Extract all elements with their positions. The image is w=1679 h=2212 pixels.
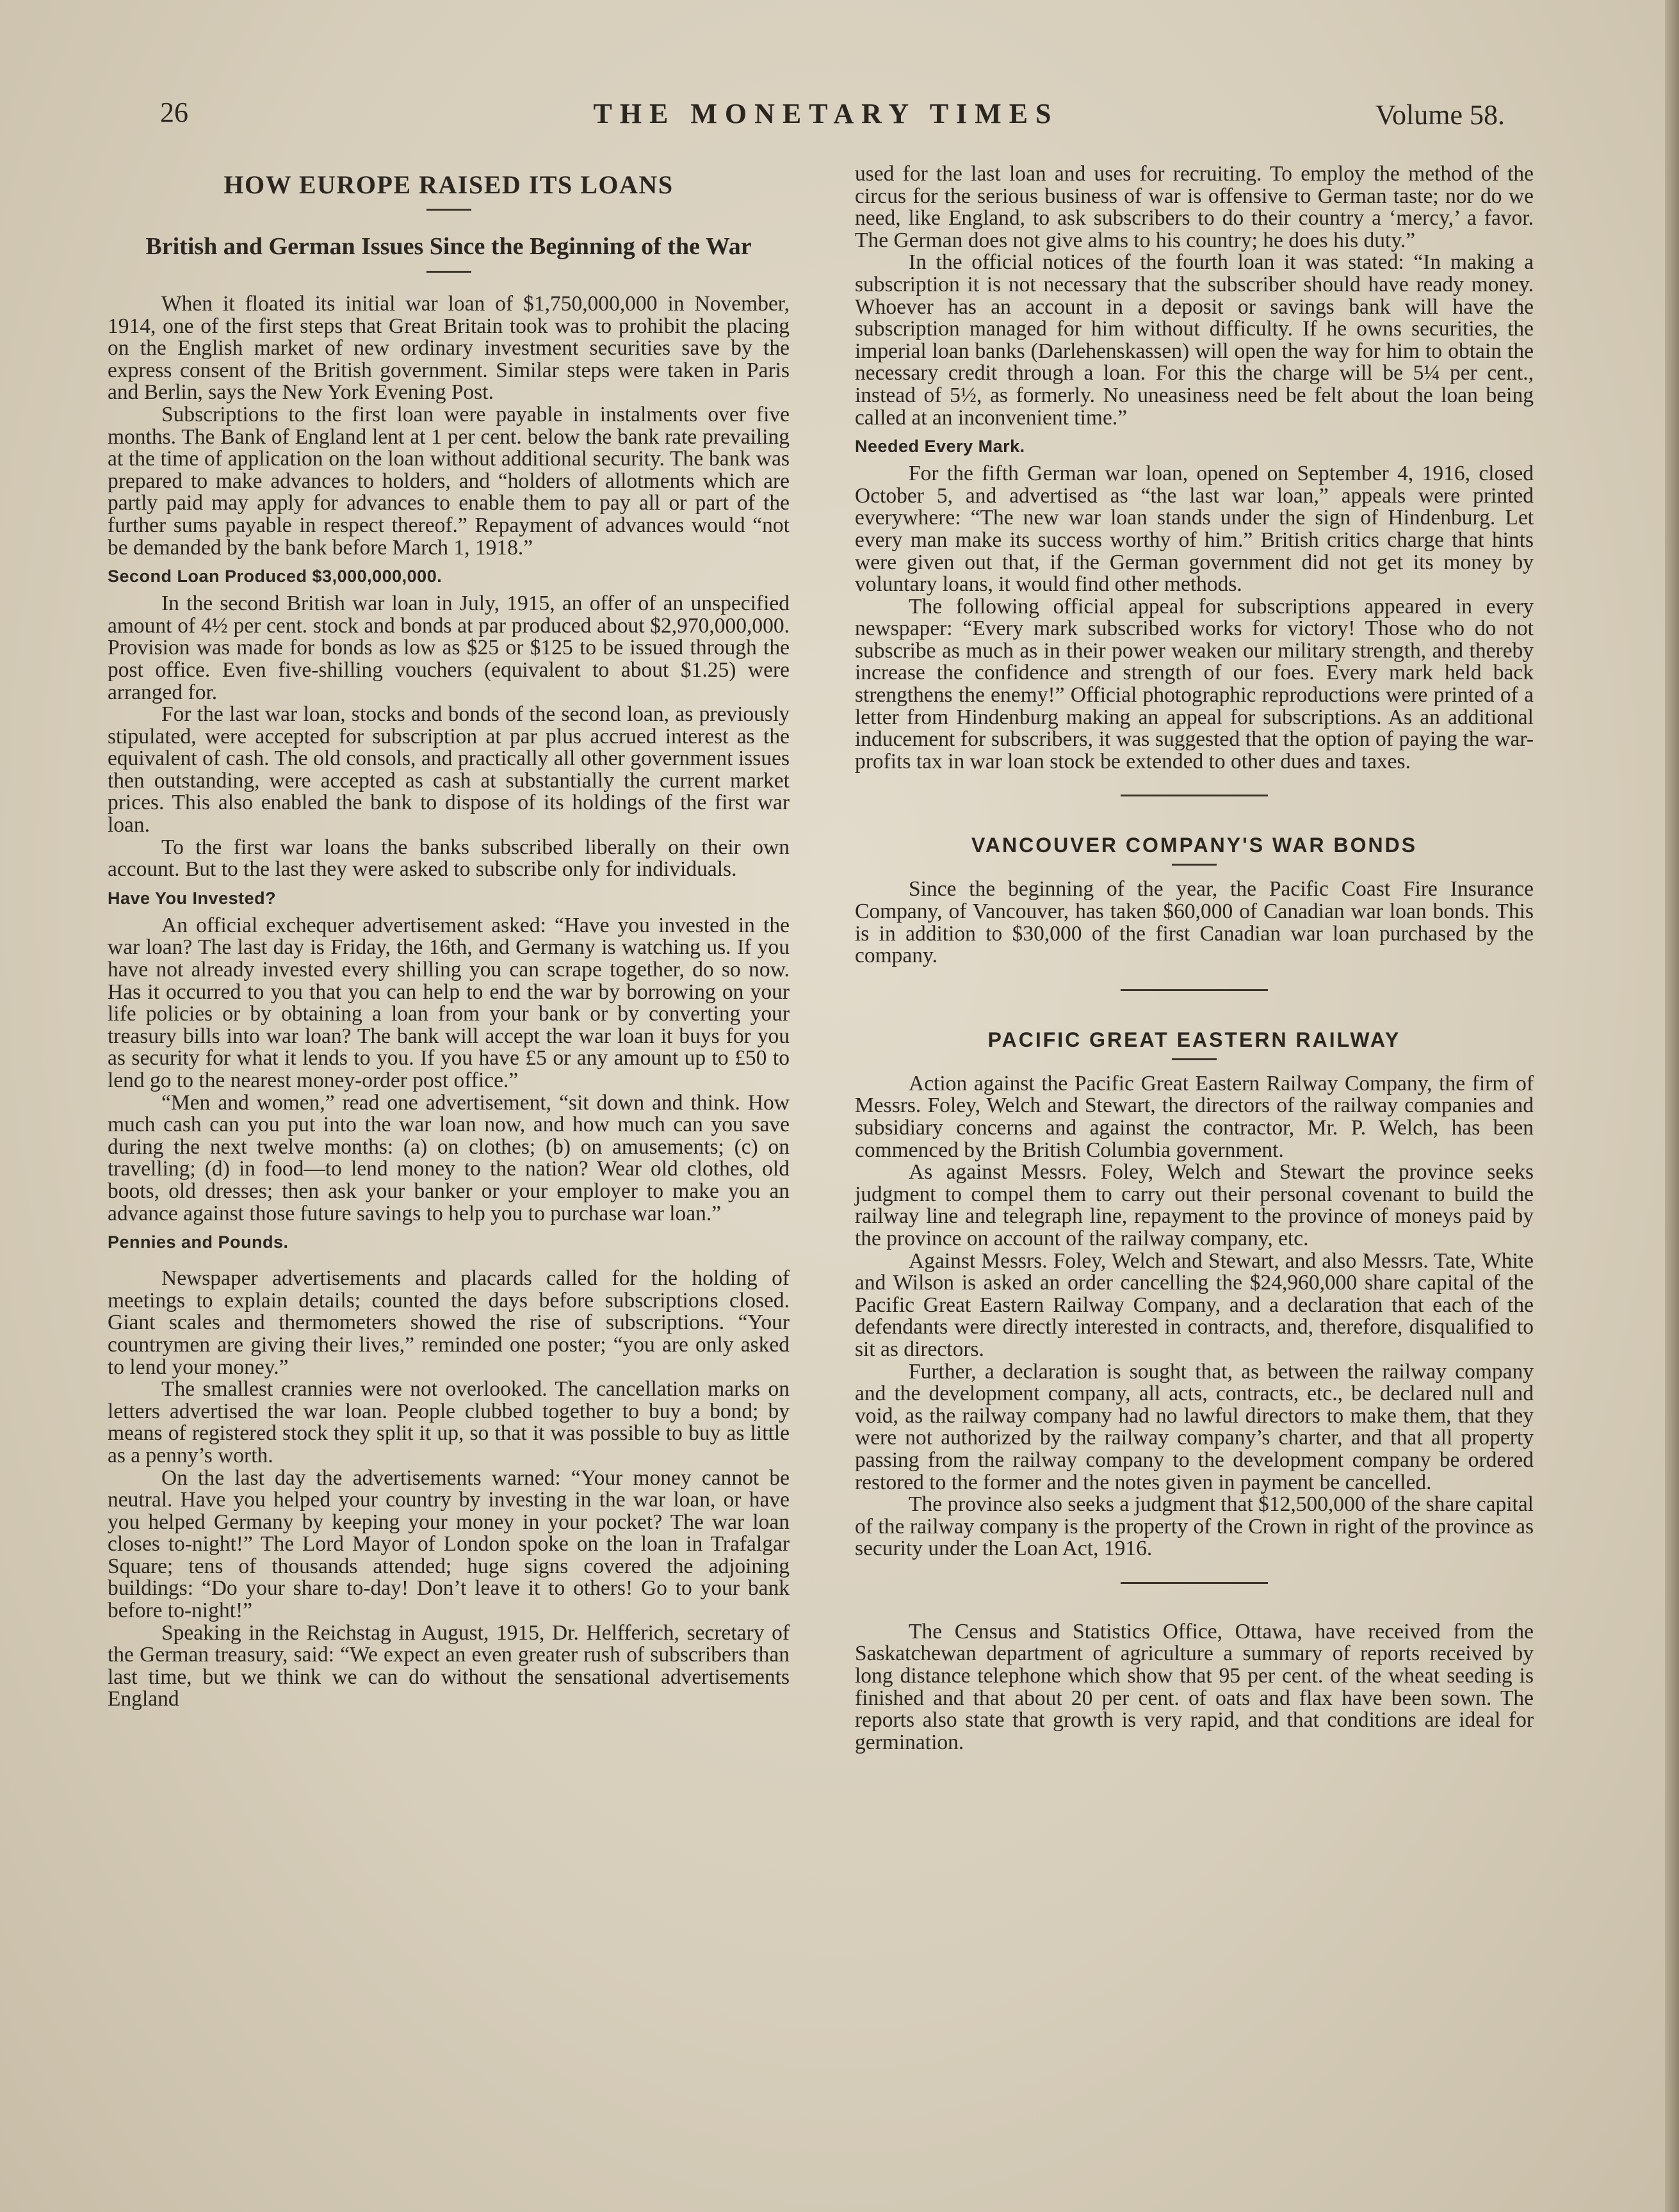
- paragraph: Since the beginning of the year, the Pacific Coast Fire Insurance Company, of Vancouver, has taken $60,000 of Canadian war loan bonds. This is in addition to $30,000 of the first Canadian war loan purchased by the company.: [855, 877, 1534, 968]
- paragraph: The following official appeal for subscriptions appeared in every newspaper: “Every mark subscribed works for victory! Those who do not subscribe as much as in their power weaken our military strength, and thereby increase the confidence and strength of our foes. Every mark held back strengthens the enemy!” Official photographic reproductions were printed of a letter from Hindenburg making an appeal for subscriptions. As an additional inducement for subscribers, it was suggested that the option of paying the war-profits tax in war loan stock be extended to other dues and taxes.: [855, 594, 1534, 773]
- volume-label: Volume 58.: [1375, 99, 1505, 131]
- right-column: [855, 163, 1534, 1754]
- subheading-second-loan: Second Loan Produced $3,000,000,000.: [108, 567, 442, 586]
- paragraph: An official exchequer advertisement asked: “Have you invested in the war loan? The last day is Friday, the 16th, and Germany is watching us. If you have not already invested every shilling you can scrape together, do so now. Has it occurred to you that you can help to end the war by borrowing on your life policies or by obtaining a loan from your bank or by converting your treasury bills into war loan? The bank will accept the war loan it buys for you as security for what it lends to you. If you have £5 or any amount up to £50 to lend go to the nearest money-order post office.”: [108, 913, 790, 1092]
- paragraph: To the first war loans the banks subscribed liberally on their own account. But to the last they were asked to subscribe only for individuals.: [108, 835, 790, 882]
- page-number: 26: [160, 97, 188, 128]
- paragraph: Speaking in the Reichstag in August, 1915, Dr. Helfferich, secretary of the German treasury, said: “We expect an even greater rush of subscribers than last time, but we think we can do without the sensational advertisements England: [108, 1620, 790, 1711]
- paragraph: On the last day the advertisements warned: “Your money cannot be neutral. Have you helped your country by investing in the war loan, or have you helped Germany by keeping your money in your pocket? The war loan closes to-night!” The Lord Mayor of London spoke on the loan in Trafalgar Square; tens of thousands attended; huge signs covered the adjoining buildings: “Do your share to-day! Don’t leave it to others! Go to your bank before to-night!”: [108, 1465, 790, 1623]
- paragraph-continued: used for the last loan and uses for recruiting. To employ the method of the circus for the serious business of war is offensive to German taste; nor do we need, like England, to ask subscribers to do their country a ‘mercy,’ a favor. The German does not give alms to his country; he does his duty.”: [855, 162, 1534, 252]
- article-title: HOW EUROPE RAISED ITS LOANS: [223, 170, 674, 199]
- paragraph: The province also seeks a judgment that $12,500,000 of the share capital of the railway company is the property of the Crown in right of the province as security under the Loan Act, 1916.: [855, 1492, 1534, 1561]
- subheading-pennies-pounds: Pennies and Pounds.: [108, 1232, 289, 1252]
- paragraph: In the second British war loan in July, 1915, an offer of an unspecified amount of 4½ per cent. stock and bonds at par produced about $2,970,000,000. Provision was made for bonds as low as $25 or $125 to be issued through the post office. Even five-shilling vouchers (equivalent to about $1.25) were arranged for.: [108, 592, 790, 704]
- article-subtitle: British and German Issues Since the Beginning of the War: [145, 233, 752, 260]
- divider: [1172, 864, 1217, 866]
- section-divider: [1121, 989, 1268, 991]
- paragraph: In the official notices of the fourth loan it was stated: “In making a subscription it is not necessary that the subscriber should have ready money. Whoever has an account in a deposit or savings bank will have the subscription managed for him without difficulty. If he owns securities, the imperial loan banks (Darlehenskassen) will open the way for him to obtain the necessary credit through a loan. For this the charge will be 5¼ per cent., instead of 5½, as formerly. No uneasiness need be felt about the loan being called at an inconvenient time.”: [855, 250, 1534, 430]
- paragraph: When it floated its initial war loan of $1,750,000,000 in November, 1914, one of the first steps that Great Britain took was to prohibit the placing on the English market of new ordinary investment securities save by the express consent of the British government. Similar steps were taken in Paris and Berlin, says the New York Evening Post.: [108, 292, 790, 405]
- paragraph: For the last war loan, stocks and bonds of the second loan, as previously stipulated, were accepted for subscription at par plus accrued interest as the equivalent of cash. The old consols, and practically all other government issues then outstanding, were accepted as cash at substantially the current market prices. This also enabled the bank to dispose of its holdings of the first war loan.: [108, 702, 790, 837]
- section-title-pacific: PACIFIC GREAT EASTERN RAILWAY: [987, 1028, 1401, 1051]
- section-title-vancouver: VANCOUVER COMPANY'S WAR BONDS: [971, 834, 1418, 857]
- divider: [426, 271, 471, 273]
- paragraph: Newspaper advertisements and placards called for the holding of meetings to explain details; counted the days before subscriptions closed. Giant scales and thermometers showed the rise of subscriptions. “Your countrymen are giving their lives,” reminded one poster; “you are only asked to lend your money.”: [108, 1266, 790, 1379]
- paragraph: Further, a declaration is sought that, as between the railway company and the development company, all acts, contracts, etc., be declared null and void, as the railway company had no lawful directors to make them, that they were not authorized by the railway company’s charter, and that all property passing from the railway company to the development company be ordered restored to the former and the notes given in payment be cancelled.: [855, 1359, 1534, 1494]
- paragraph: “Men and women,” read one advertisement, “sit down and think. How much cash can you put into the war loan now, and how much can you save during the next twelve months: (a) on clothes; (b) on amusements; (c) on travelling; (d) in food—to lend money to the nation? Wear old clothes, old boots, old dresses; then ask your banker or your employer to make you an advance against those future savings to help you to purchase war loan.”: [108, 1090, 790, 1225]
- left-column: [108, 163, 790, 1711]
- paragraph: As against Messrs. Foley, Welch and Stewart the province seeks judgment to compel them to carry out their personal covenant to build the railway line and telegraph line, repayment to the province of moneys paid by the province on account of the railway company, etc.: [855, 1160, 1534, 1250]
- paragraph: The Census and Statistics Office, Ottawa, have received from the Saskatchewan department of agriculture a summary of reports received by long distance telephone which show that 95 per cent. of the wheat seeding is finished and that about 20 per cent. of oats and flax have been sown. The reports also state that growth is very rapid, and that conditions are ideal for germination.: [855, 1619, 1534, 1754]
- publication-title: THE MONETARY TIMES: [593, 98, 1059, 129]
- divider: [426, 209, 471, 211]
- section-divider: [1121, 1582, 1268, 1584]
- section-divider: [1121, 795, 1268, 796]
- page-edge: [1665, 0, 1679, 2212]
- paragraph: The smallest crannies were not overlooked. The cancellation marks on letters advertised the war loan. People clubbed together to buy a bond; by means of registered stock they split it up, so that it was possible to buy as little as a penny’s worth.: [108, 1377, 790, 1467]
- paragraph: For the fifth German war loan, opened on September 4, 1916, closed October 5, and advertised as “the last war loan,” appeals were printed everywhere: “The new war loan stands under the sign of Hindenburg. Let every man make its success worthy of him.” British critics charge that hints were given out that, if the German government did not get its money by voluntary loans, it would find other methods.: [855, 462, 1534, 597]
- subheading-needed-every-mark: Needed Every Mark.: [855, 437, 1025, 456]
- page-header: [147, 96, 1505, 141]
- paragraph: Subscriptions to the first loan were payable in instalments over five months. The Bank of England lent at 1 per cent. below the bank rate prevailing at the time of application on the loan without additional security. The bank was prepared to make advances to holders, and “holders of allotments which are partly paid may apply for advances to enable them to pay all or part of the further sums payable in respect thereof.” Repayment of advances would “not be demanded by the bank before March 1, 1918.”: [108, 402, 790, 560]
- paragraph: Against Messrs. Foley, Welch and Stewart, and also Messrs. Tate, White and Wilson is asked an order cancelling the $24,960,000 share capital of the Pacific Great Eastern Railway Company, and a declaration that each of the defendants were directly interested in contracts, and, therefore, disqualified to sit as directors.: [855, 1248, 1534, 1361]
- divider: [1172, 1058, 1217, 1060]
- subheading-have-you-invested: Have You Invested?: [108, 888, 277, 908]
- paragraph: Action against the Pacific Great Eastern Railway Company, the firm of Messrs. Foley, Welch and Stewart, the directors of the railway companies and subsidiary concerns and against the contractor, Mr. P. Welch, has been commenced by the British Columbia government.: [855, 1071, 1534, 1162]
